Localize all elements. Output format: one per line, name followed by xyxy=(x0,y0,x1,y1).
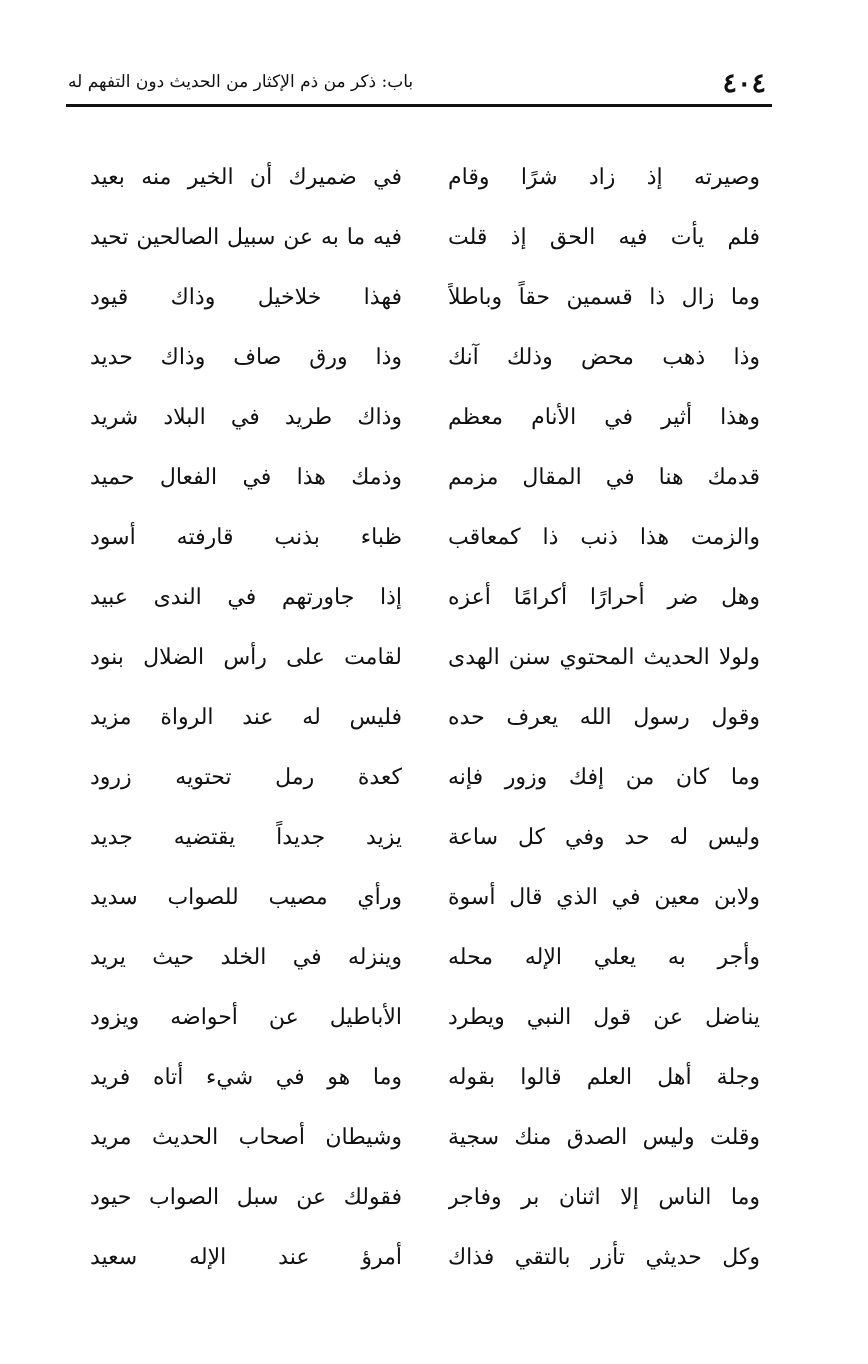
verse-line xyxy=(90,688,760,748)
first-hemistich: وقلت وليس الصدق منك سجية xyxy=(448,1125,760,1150)
verse-line xyxy=(90,808,760,868)
second-hemistich: فليس له عند الرواة مزيد xyxy=(90,705,402,730)
first-hemistich: وليس له حد وفي كل ساعة xyxy=(448,825,760,850)
first-hemistich: وما الناس إلا اثنان بر وفاجر xyxy=(448,1185,760,1210)
second-hemistich: ورأي مصيب للصواب سديد xyxy=(90,885,402,910)
first-hemistich: وهذا أثير في الأنام معظم xyxy=(448,405,760,430)
second-hemistich: وذاك طريد في البلاد شريد xyxy=(90,405,402,430)
verse-line xyxy=(90,1048,760,1108)
second-hemistich: في ضميرك أن الخير منه بعيد xyxy=(90,165,402,190)
verse-line xyxy=(90,1168,760,1228)
first-hemistich: ولابن معين في الذي قال أسوة xyxy=(448,885,760,910)
first-hemistich: وجلة أهل العلم قالوا بقوله xyxy=(448,1065,760,1090)
first-hemistich: يناضل عن قول النبي ويطرد xyxy=(448,1005,760,1030)
verse-line xyxy=(90,868,760,928)
first-hemistich: وقول رسول الله يعرف حده xyxy=(448,705,760,730)
second-hemistich: فقولك عن سبل الصواب حيود xyxy=(90,1185,402,1210)
verse-line xyxy=(90,328,760,388)
first-hemistich: وأجر به يعلي الإله محله xyxy=(448,945,760,970)
second-hemistich: وذمك هذا في الفعال حميد xyxy=(90,465,402,490)
verse-line xyxy=(90,928,760,988)
header-rule xyxy=(66,104,772,107)
first-hemistich: وكل حديثي تأزر بالتقي فذاك xyxy=(448,1245,760,1270)
page-number: ٤٠٤ xyxy=(722,68,766,99)
verse-line xyxy=(90,1108,760,1168)
second-hemistich: فهذا خلاخيل وذاك قيود xyxy=(90,285,402,310)
second-hemistich: وشيطان أصحاب الحديث مريد xyxy=(90,1125,402,1150)
verse-line xyxy=(90,208,760,268)
verse-line xyxy=(90,388,760,448)
second-hemistich: كعدة رمل تحتويه زرود xyxy=(90,765,402,790)
second-hemistich: فيه ما به عن سبيل الصالحين تحيد xyxy=(90,225,402,250)
first-hemistich: فلم يأت فيه الحق إذ قلت xyxy=(448,225,760,250)
first-hemistich: والزمت هذا ذنب ذا كمعاقب xyxy=(448,525,760,550)
first-hemistich: قدمك هنا في المقال مزمم xyxy=(448,465,760,490)
second-hemistich: إذا جاورتهم في الندى عبيد xyxy=(90,585,402,610)
page-header xyxy=(66,62,772,104)
verse-line xyxy=(90,988,760,1048)
verse-line xyxy=(90,1228,760,1288)
first-hemistich: وذا ذهب محض وذلك آنك xyxy=(448,345,760,370)
second-hemistich: لقامت على رأس الضلال بنود xyxy=(90,645,402,670)
second-hemistich: وما هو في شيء أتاه فريد xyxy=(90,1065,402,1090)
second-hemistich: وينزله في الخلد حيث يريد xyxy=(90,945,402,970)
first-hemistich: ولولا الحديث المحتوي سنن الهدى xyxy=(448,645,760,670)
verse-line xyxy=(90,508,760,568)
second-hemistich: أمرؤ عند الإله سعيد xyxy=(90,1245,402,1270)
first-hemistich: وما كان من إفك وزور فإنه xyxy=(448,765,760,790)
second-hemistich: يزيد جديداً يقتضيه جديد xyxy=(90,825,402,850)
verse-line xyxy=(90,148,760,208)
running-title: باب: ذكر من ذم الإكثار من الحديث دون التفهم له xyxy=(68,72,414,92)
poem xyxy=(90,148,760,1288)
verse-line xyxy=(90,448,760,508)
second-hemistich: ظباء بذنب قارفته أسود xyxy=(90,525,402,550)
verse-line xyxy=(90,568,760,628)
verse-line xyxy=(90,628,760,688)
verse-line xyxy=(90,748,760,808)
first-hemistich: وما زال ذا قسمين حقاً وباطلاً xyxy=(448,285,760,310)
second-hemistich: وذا ورق صاف وذاك حديد xyxy=(90,345,402,370)
second-hemistich: الأباطيل عن أحواضه ويزود xyxy=(90,1005,402,1030)
first-hemistich: وصيرته إذ زاد شرًا وقام xyxy=(448,165,760,190)
first-hemistich: وهل ضر أحرارًا أكرامًا أعزه xyxy=(448,585,760,610)
verse-line xyxy=(90,268,760,328)
